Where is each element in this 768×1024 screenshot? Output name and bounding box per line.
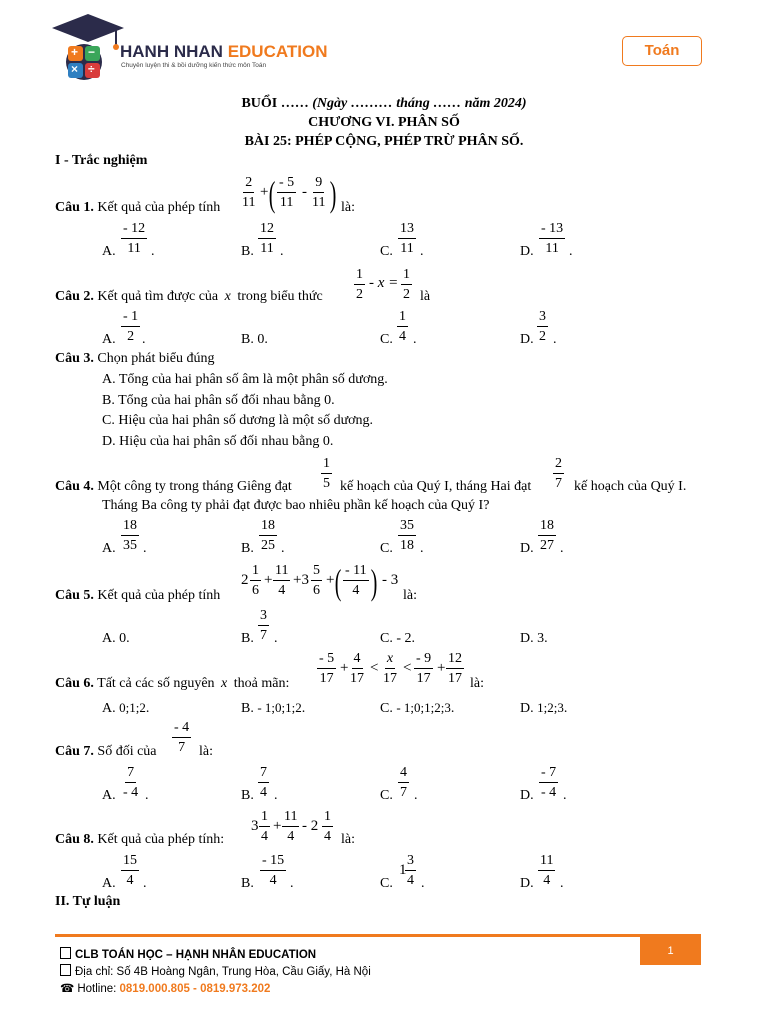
q2-frac-a — [354, 267, 365, 302]
q6-e-num: 12 — [446, 651, 464, 669]
footer-hotline — [60, 981, 270, 995]
q4-b-label: B. — [241, 541, 254, 556]
title-session: BUỔI …… — [241, 96, 313, 111]
q6-lt-1: < — [370, 660, 379, 676]
q6-b-den: 17 — [350, 671, 364, 686]
q1-plus: + — [260, 184, 269, 200]
q1-opt-d-den: 11 — [545, 241, 559, 256]
title-lesson: BÀI 25: PHÉP CỘNG, PHÉP TRỪ PHÂN SỐ. — [244, 134, 524, 149]
q6-c-den: 17 — [383, 671, 397, 686]
q4-text1: Một công ty trong tháng Giêng đạt — [97, 479, 292, 494]
q8-f2-den: 4 — [287, 829, 295, 844]
q8-suffix: là: — [341, 832, 355, 847]
q6-frac-d — [414, 651, 433, 686]
q4-opt-c-num: 35 — [398, 518, 416, 536]
q5-f1-num: 1 — [250, 563, 261, 581]
q8-option-d[interactable] — [520, 876, 534, 892]
q7-option-c-frac — [398, 765, 409, 800]
q4-opt-d-den: 27 — [540, 538, 554, 553]
q5-opt-b-den: 7 — [260, 628, 267, 643]
q5-tail: - 3 — [382, 572, 399, 588]
q8-frac-1 — [259, 809, 270, 844]
q5-f2-num: 11 — [273, 563, 290, 581]
q6-var: x — [221, 676, 228, 691]
q7-f-num: - 4 — [172, 720, 191, 738]
logo-symbol-times: × — [71, 62, 79, 76]
page-number-box: 1 — [640, 937, 701, 965]
q2-var: x — [224, 289, 231, 304]
q8-option-b-frac — [260, 853, 286, 888]
q2-label: Câu 2. — [55, 289, 94, 304]
q8-f1-num: 1 — [259, 809, 270, 827]
q8-f3-num: 1 — [322, 809, 333, 827]
q5-opt-a-value: 0 — [119, 631, 127, 646]
q5-option-c[interactable]: C. - 2. — [380, 631, 416, 646]
q2-option-d-frac — [537, 309, 548, 344]
q7-opt-d-num: - 7 — [539, 765, 558, 783]
q4-option-a[interactable] — [102, 541, 116, 557]
q4-option-b-frac — [259, 518, 277, 553]
q3-option-b[interactable]: B. Tổng của hai phân số đối nhau bằng 0. — [102, 393, 335, 408]
logo-symbol-minus: − — [88, 45, 96, 59]
q6-b-num: 4 — [352, 651, 363, 669]
q5-c-label: C. — [380, 631, 393, 646]
q8-opt-c-den: 4 — [407, 873, 414, 888]
q7-opt-c-den: 7 — [400, 785, 407, 800]
q1-c-num: 9 — [313, 175, 324, 193]
q6-c-label: C. — [380, 701, 393, 716]
q2-opt-a-num: - 1 — [121, 309, 140, 327]
footer-club — [60, 947, 316, 961]
q8-plus: + — [273, 818, 282, 834]
q6-d-den: 17 — [416, 671, 431, 686]
q5-text: Kết quả của phép tính — [97, 588, 221, 603]
q1-option-a-frac — [121, 221, 147, 256]
q1-option-d-frac — [539, 221, 565, 256]
q7-d-label: D. — [520, 788, 534, 803]
q6-opt-d-value: 1;2;3 — [537, 700, 564, 715]
q4-c-label: C. — [380, 541, 393, 556]
q5-frac-3 — [311, 563, 322, 598]
q4-f1-num: 1 — [321, 456, 332, 474]
q3-option-a[interactable]: A. Tổng của hai phân số âm là một phân số dương. — [102, 372, 388, 387]
q2-text2: trong biểu thức — [237, 289, 323, 304]
q4-option-b[interactable] — [241, 541, 254, 557]
q2-d-label: D. — [520, 332, 534, 347]
q4-opt-b-den: 25 — [261, 538, 275, 553]
brand-accent: EDUCATION — [227, 42, 328, 61]
q1-c-den: 11 — [312, 195, 326, 210]
footer-address — [60, 964, 371, 978]
q2-a-num: 1 — [354, 267, 365, 285]
q8-option-d-frac — [538, 853, 555, 888]
q8-opt-b-den: 4 — [269, 873, 277, 888]
q8-frac-2 — [282, 809, 299, 844]
q5-label: Câu 5. — [55, 588, 94, 603]
q3-stem — [55, 351, 214, 367]
brand-main: HANH NHAN — [120, 42, 223, 61]
q7-opt-a-num: 7 — [125, 765, 136, 783]
q4-option-c[interactable] — [380, 541, 393, 557]
q6-frac-c — [381, 651, 399, 686]
q5-option-a[interactable]: A. 0. — [102, 631, 130, 646]
q5-a-label: A. — [102, 631, 116, 646]
q1-paren-close: ) — [329, 174, 337, 214]
q6-label: Câu 6. — [55, 676, 94, 691]
q8-opt-b-num: - 15 — [260, 853, 286, 871]
q2-option-b[interactable]: B. 0. — [241, 332, 268, 347]
q5-suffix: là: — [403, 588, 417, 603]
q2-mid: - x = — [369, 275, 399, 291]
q8-stem — [55, 832, 224, 848]
q8-f2-num: 11 — [282, 809, 299, 827]
q8-opt-a-den: 4 — [126, 873, 134, 888]
q2-b-num: 1 — [401, 267, 412, 285]
q4-option-a-frac — [121, 518, 139, 553]
logo — [44, 12, 124, 82]
q8-a-label: A. — [102, 876, 116, 891]
q1-a-num: 2 — [243, 175, 254, 193]
q5-opt-c-value: - 2 — [396, 631, 412, 646]
q3-d-zero: 0 — [322, 434, 330, 449]
q6-option-c[interactable]: C. - 1;0;1;2;3. — [380, 700, 455, 716]
flag-icon — [60, 947, 71, 959]
q3-option-c[interactable]: C. Hiệu của hai phân số dương là một số dương. — [102, 413, 374, 428]
q7-f-den: 7 — [178, 740, 186, 755]
q6-opt-c-value: - 1;0;1;2;3 — [396, 700, 451, 715]
q4-option-d-frac — [538, 518, 556, 553]
q1-c-label: C. — [380, 244, 393, 259]
q4-frac-2 — [553, 456, 564, 491]
q5-option-d[interactable]: D. 3. — [520, 631, 548, 646]
q6-frac-a — [317, 651, 336, 686]
location-icon — [60, 964, 71, 976]
q4-option-c-frac — [398, 518, 416, 553]
q2-b-den: 2 — [403, 287, 410, 302]
q5-opt-d-value: 3 — [537, 631, 545, 646]
q7-a-label: A. — [102, 788, 116, 803]
q8-f1-den: 4 — [261, 829, 268, 844]
q1-suffix: là: — [341, 200, 355, 215]
q4-frac-1 — [321, 456, 332, 491]
footer-club-text: CLB TOÁN HỌC – HẠNH NHÂN EDUCATION — [75, 949, 317, 961]
footer-divider — [55, 934, 701, 937]
q2-opt-d-den: 2 — [539, 329, 546, 344]
q6-frac-e — [446, 651, 464, 686]
q8-whole-1: 3 — [251, 818, 259, 834]
title-line-1 — [0, 96, 768, 112]
q5-paren-open: ( — [334, 562, 342, 602]
q4-d-label: D. — [520, 541, 534, 556]
q6-frac-b — [348, 651, 366, 686]
q6-d-label: D. — [520, 701, 534, 716]
q6-lt-2: < — [403, 660, 412, 676]
q4-opt-c-den: 18 — [400, 538, 414, 553]
q2-opt-a-den: 2 — [127, 329, 135, 344]
hotline-label: Hotline: — [77, 983, 120, 995]
q8-option-a-frac — [121, 853, 139, 888]
q1-opt-c-num: 13 — [398, 221, 416, 239]
q1-opt-c-den: 11 — [400, 241, 414, 256]
q1-stem — [55, 200, 220, 216]
q2-c-label: C. — [380, 332, 393, 347]
q7-option-d[interactable] — [520, 788, 534, 804]
q4-a-label: A. — [102, 541, 116, 556]
q2-option-a[interactable] — [102, 332, 116, 348]
title-chapter: CHƯƠNG VI. PHÂN SỐ — [308, 115, 460, 130]
q6-text2: thoả mãn: — [233, 676, 290, 691]
q1-option-d[interactable] — [520, 244, 534, 260]
q2-opt-c-num: 1 — [397, 309, 408, 327]
q6-plus-2: + — [437, 660, 446, 676]
q4-option-d[interactable] — [520, 541, 534, 557]
brand-tagline: Chuyên luyện thi & bồi dưỡng kiến thức môn Toán — [121, 62, 267, 69]
q7-frac — [172, 720, 191, 755]
q7-suffix: là: — [199, 744, 213, 759]
q8-opt-d-num: 11 — [538, 853, 555, 871]
q2-a-label: A. — [102, 332, 116, 347]
q3-b-zero: 0 — [324, 393, 332, 408]
q5-whole-1: 2 — [241, 572, 249, 588]
q7-opt-d-den: - 4 — [541, 785, 557, 800]
q1-option-c[interactable] — [380, 244, 393, 260]
brand-name — [120, 42, 327, 62]
q4-opt-b-num: 18 — [259, 518, 277, 536]
subject-badge: Toán — [622, 36, 702, 66]
q4-opt-d-num: 18 — [538, 518, 556, 536]
q4-stem-line1 — [55, 479, 292, 495]
q1-minus: - — [302, 184, 307, 200]
q3-label: Câu 3. — [55, 351, 94, 366]
q5-frac-4 — [343, 563, 369, 598]
q5-f2-den: 4 — [278, 583, 286, 598]
q4-opt-a-den: 35 — [123, 538, 137, 553]
q3-d-text: D. Hiệu của hai phân số đối nhau bằng — [102, 434, 320, 449]
q2-option-a-frac — [121, 309, 140, 344]
q3-text: Chọn phát biểu đúng — [97, 351, 215, 366]
footer-address-text: Địa chỉ: Số 4B Hoàng Ngân, Trung Hòa, Cầu Giấy, Hà Nội — [75, 966, 371, 978]
q8-opt-a-num: 15 — [121, 853, 139, 871]
q7-c-label: C. — [380, 788, 393, 803]
q6-e-den: 17 — [448, 671, 462, 686]
q2-option-c-frac — [397, 309, 408, 344]
q7-option-a[interactable] — [102, 788, 116, 804]
q2-frac-b — [401, 267, 412, 302]
q8-opt-d-den: 4 — [543, 873, 551, 888]
q1-opt-b-num: 12 — [258, 221, 276, 239]
q5-frac-2 — [273, 563, 290, 598]
q7-option-d-frac — [539, 765, 558, 800]
q1-option-b[interactable] — [241, 244, 254, 260]
q8-minus: - 2 — [302, 818, 319, 834]
section-multiple-choice: I - Trắc nghiệm — [55, 153, 148, 168]
q1-frac-a — [240, 175, 257, 210]
q1-opt-d-num: - 13 — [539, 221, 565, 239]
title-date: (Ngày ……… tháng …… năm 2024) — [312, 96, 527, 111]
q6-d-num: - 9 — [414, 651, 433, 669]
q8-label: Câu 8. — [55, 832, 94, 847]
q2-stem — [55, 289, 323, 305]
q2-b-label: B. — [241, 332, 254, 347]
q4-f2-num: 2 — [553, 456, 564, 474]
q4-f1-den: 5 — [323, 476, 330, 491]
q1-option-c-frac — [398, 221, 416, 256]
q5-stem — [55, 588, 220, 604]
q6-plus-1: + — [340, 660, 349, 676]
q1-paren-open: ( — [268, 174, 276, 214]
q8-option-c-frac — [405, 853, 416, 888]
q4-text3: kế hoạch của Quý I. — [574, 479, 687, 494]
q7-text: Số đối của — [97, 744, 157, 759]
q7-option-c[interactable] — [380, 788, 393, 804]
q2-opt-d-num: 3 — [537, 309, 548, 327]
q6-opt-b-value: - 1;0;1;2 — [257, 700, 302, 715]
q5-f3-num: 5 — [311, 563, 322, 581]
q6-option-b[interactable]: B. - 1;0;1;2. — [241, 700, 306, 716]
q1-opt-a-den: 11 — [127, 241, 141, 256]
q7-stem — [55, 744, 157, 760]
q7-label: Câu 7. — [55, 744, 94, 759]
q7-opt-b-den: 4 — [260, 785, 267, 800]
q5-f1-den: 6 — [252, 583, 259, 598]
q4-stem-line2: Tháng Ba công ty phải đạt được bao nhiêu phần kế hoạch của Quý I? — [102, 498, 490, 513]
q2-opt-c-den: 4 — [399, 329, 406, 344]
q7-option-b-frac — [258, 765, 269, 800]
q6-stem — [55, 676, 289, 692]
phone-icon: ☎ — [60, 983, 75, 995]
q6-option-a[interactable]: A. 0;1;2. — [102, 700, 150, 716]
q7-opt-a-den: - 4 — [123, 785, 139, 800]
q2-a-den: 2 — [356, 287, 363, 302]
q5-paren-close: ) — [370, 562, 378, 602]
q1-b-den: 11 — [279, 195, 294, 210]
q5-plus-1: + — [264, 572, 273, 588]
q2-option-d[interactable] — [520, 332, 534, 348]
q5-f4-den: 4 — [352, 583, 360, 598]
q5-plus-3: + — [326, 572, 335, 588]
q1-label: Câu 1. — [55, 200, 94, 215]
q8-opt-c-num: 3 — [405, 853, 416, 871]
q8-option-c[interactable] — [380, 876, 393, 892]
logo-symbol-divide: ÷ — [88, 62, 95, 76]
q1-text: Kết quả của phép tính — [97, 200, 221, 215]
q4-opt-a-num: 18 — [121, 518, 139, 536]
q1-frac-c — [310, 175, 327, 210]
q1-option-a[interactable] — [102, 244, 116, 260]
q8-option-a[interactable] — [102, 876, 116, 892]
q7-option-a-frac — [121, 765, 140, 800]
q5-option-b[interactable] — [241, 631, 254, 647]
q4-f2-den: 7 — [555, 476, 562, 491]
q2-opt-b-value: 0 — [257, 332, 265, 347]
q6-option-d[interactable]: D. 1;2;3. — [520, 700, 568, 716]
q8-text: Kết quả của phép tính: — [97, 832, 225, 847]
q1-option-b-frac — [258, 221, 276, 256]
q2-text: Kết quả tìm được của — [97, 289, 219, 304]
q8-f3-den: 4 — [324, 829, 331, 844]
q6-c-num: x — [385, 651, 395, 669]
q6-a-num: - 5 — [317, 651, 336, 669]
q7-option-b[interactable] — [241, 788, 254, 804]
logo-symbol-plus: + — [71, 45, 79, 59]
q1-a-label: A. — [102, 244, 116, 259]
q2-suffix: là — [420, 289, 431, 304]
q2-option-c[interactable] — [380, 332, 393, 348]
q1-opt-b-den: 11 — [260, 241, 274, 256]
q5-d-label: D. — [520, 631, 534, 646]
q3-option-d[interactable]: D. Hiệu của hai phân số đối nhau bằng 0. — [102, 434, 334, 449]
q3-b-text: B. Tổng của hai phân số đối nhau bằng — [102, 393, 321, 408]
q1-frac-b — [277, 175, 296, 210]
q5-option-b-frac — [258, 608, 269, 643]
q6-a-label: A. — [102, 701, 116, 716]
q6-b-label: B. — [241, 701, 254, 716]
q4-text2: kế hoạch của Quý I, tháng Hai đạt — [340, 479, 532, 494]
q5-f3-den: 6 — [313, 583, 320, 598]
section-essay: II. Tự luận — [55, 894, 121, 909]
q4-label: Câu 4. — [55, 479, 94, 494]
q7-b-label: B. — [241, 788, 254, 803]
q5-f4-num: - 11 — [343, 563, 369, 581]
q1-b-label: B. — [241, 244, 254, 259]
q5-plus-2: +3 — [293, 572, 309, 588]
q6-suffix: là: — [470, 676, 484, 691]
q8-d-label: D. — [520, 876, 534, 891]
q6-a-den: 17 — [319, 671, 334, 686]
q7-opt-b-num: 7 — [258, 765, 269, 783]
q1-b-num: - 5 — [277, 175, 296, 193]
hotline-numbers[interactable]: 0819.000.805 - 0819.973.202 — [119, 983, 271, 995]
q8-frac-3 — [322, 809, 333, 844]
q6-opt-a-value: 0;1;2 — [119, 700, 146, 715]
q8-option-b[interactable] — [241, 876, 254, 892]
q7-opt-c-num: 4 — [398, 765, 409, 783]
q6-text: Tất cả các số nguyên — [97, 676, 215, 691]
q8-opt-c-whole: 1 — [399, 862, 407, 878]
q8-b-label: B. — [241, 876, 254, 891]
q1-opt-a-num: - 12 — [121, 221, 147, 239]
q1-a-den: 11 — [242, 195, 256, 210]
q1-d-label: D. — [520, 244, 534, 259]
q5-opt-b-num: 3 — [258, 608, 269, 626]
q5-b-label: B. — [241, 631, 254, 646]
q8-c-label: C. — [380, 876, 393, 891]
q5-frac-1 — [250, 563, 261, 598]
